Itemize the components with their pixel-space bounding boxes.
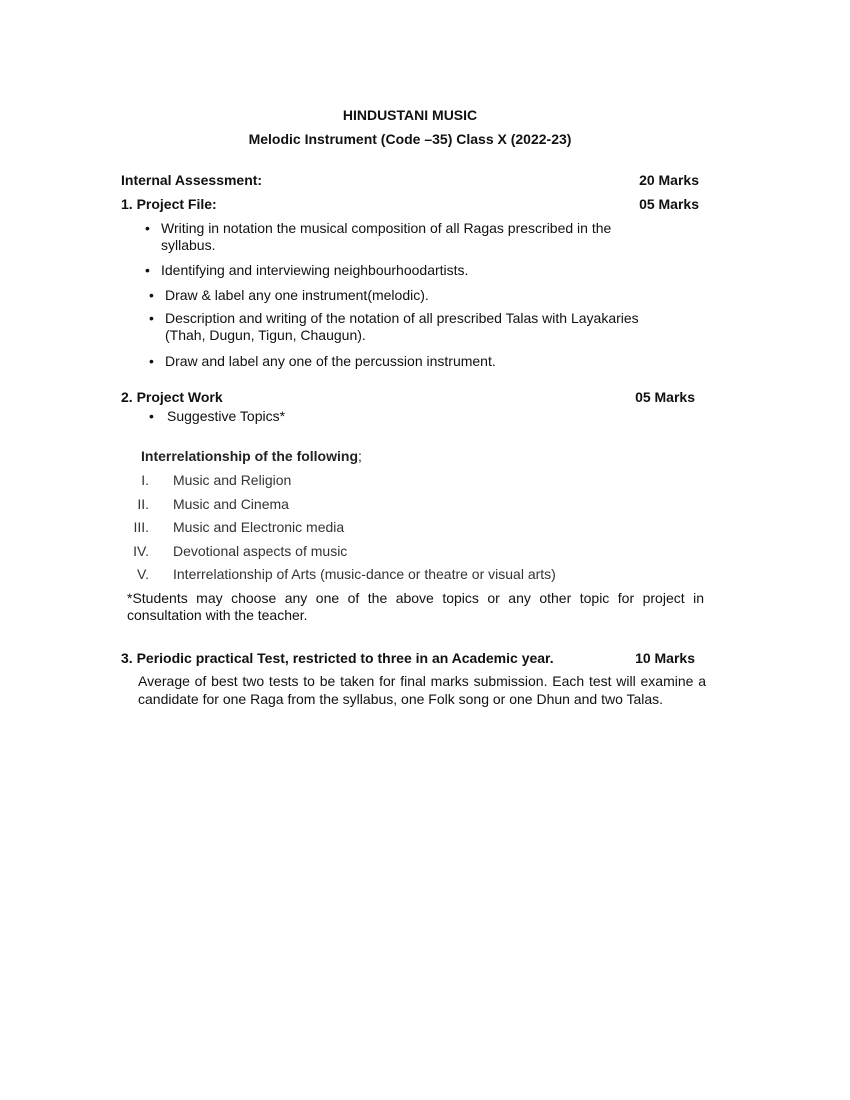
bullet-dot: • — [149, 310, 154, 326]
topic-text: Interrelationship of Arts (music-dance or theatre or visual arts) — [173, 566, 556, 582]
periodic-test-description: Average of best two tests to be taken for final marks submission. Each test will examine a candidate for one Raga from the syllabus, one Folk song or one Dhun and two Talas. — [138, 673, 706, 707]
topic-text: Devotional aspects of music — [173, 543, 348, 559]
bullet-dot: • — [145, 220, 150, 236]
bullet-dot: • — [149, 408, 154, 424]
periodic-test-row — [121, 650, 695, 666]
interrelation-heading-text: Interrelationship of the following — [141, 448, 358, 464]
list-item — [149, 287, 709, 304]
periodic-test-marks: 10 Marks — [635, 650, 695, 666]
list-item — [149, 408, 549, 425]
project-file-row — [121, 196, 699, 212]
topic-text: Music and Electronic media — [173, 519, 345, 535]
project-note: *Students may choose any one of the above topics or any other topic for project in consultation with the teacher. — [127, 590, 704, 623]
project-file-label: 1. Project File: — [121, 196, 217, 212]
bullet-dot: • — [149, 287, 154, 303]
topic-number: V. — [137, 566, 149, 582]
page-title: HINDUSTANI MUSIC — [342, 107, 478, 123]
list-item — [149, 353, 709, 370]
interrelation-heading — [141, 448, 362, 464]
bullet-dot: • — [145, 262, 150, 278]
page-subtitle: Melodic Instrument (Code –35) Class X (2022-23) — [248, 131, 572, 147]
list-item-text: Description and writing of the notation of all prescribed Talas with Layakaries (Thah, Dugun, Tigun, Chaugun). — [165, 310, 639, 343]
list-item-text: Draw and label any one of the percussion instrument. — [165, 353, 496, 369]
bullet-dot: • — [149, 353, 154, 369]
project-work-marks: 05 Marks — [635, 389, 695, 405]
assessment-marks: 20 Marks — [639, 172, 699, 188]
interrelation-heading-punct: ; — [358, 448, 362, 464]
list-item-text: Draw & label any one instrument(melodic). — [165, 287, 429, 303]
topic-text: Music and Cinema — [173, 496, 289, 512]
list-item — [145, 262, 705, 279]
list-item — [149, 310, 679, 344]
assessment-label: Internal Assessment: — [121, 172, 263, 188]
list-item-text: Identifying and interviewing neighbourhoodartists. — [161, 262, 469, 278]
periodic-test-label: 3. Periodic practical Test, restricted to three in an Academic year. — [121, 650, 554, 666]
topic-number: I. — [141, 472, 149, 488]
project-work-row — [121, 389, 695, 405]
list-item-text: Suggestive Topics* — [167, 408, 286, 424]
project-work-label: 2. Project Work — [121, 389, 223, 405]
topic-number: IV. — [133, 543, 149, 559]
list-item-text: Writing in notation the musical composition of all Ragas prescribed in the syllabus. — [161, 220, 612, 253]
topic-number: III. — [133, 519, 149, 535]
project-file-marks: 05 Marks — [639, 196, 699, 212]
list-item — [145, 220, 665, 254]
assessment-row — [121, 172, 699, 188]
topic-text: Music and Religion — [173, 472, 292, 488]
topic-number: II. — [137, 496, 149, 512]
